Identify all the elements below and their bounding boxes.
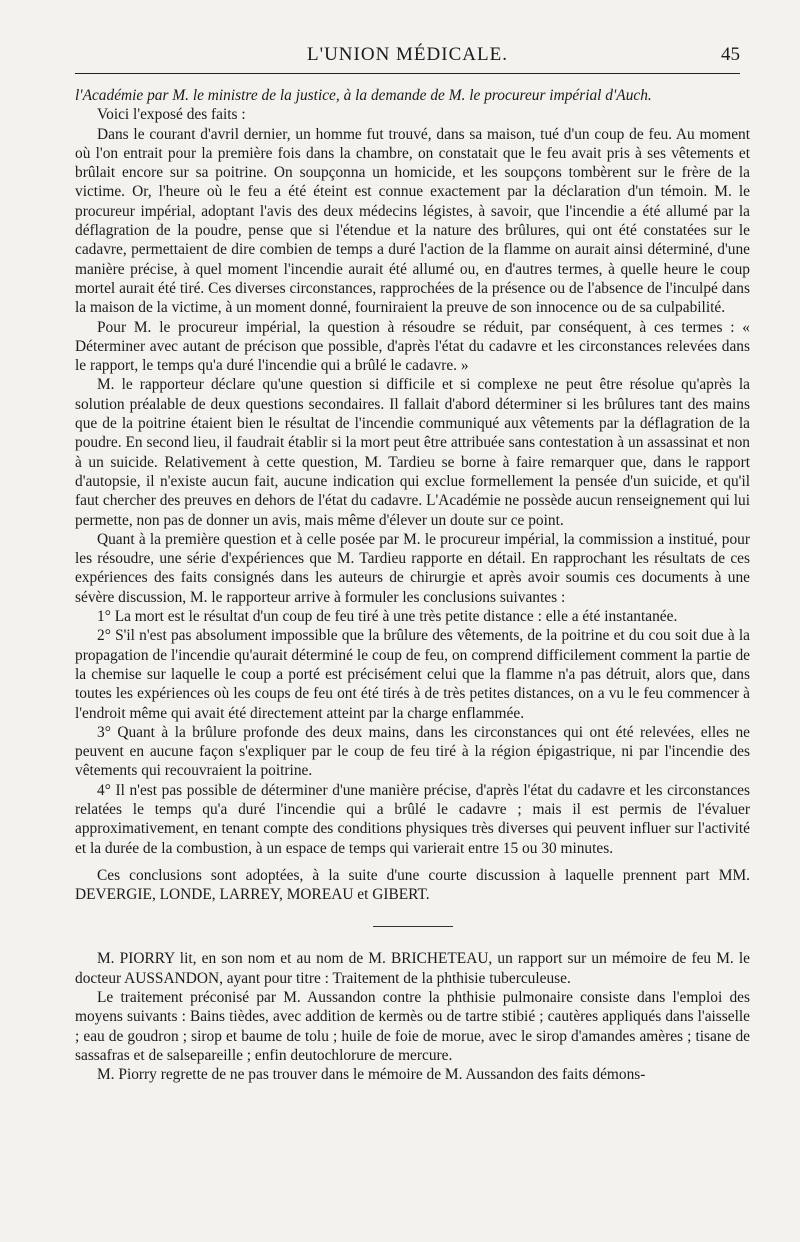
- paragraph: M. Piorry regrette de ne pas trouver dans le mémoire de M. Aussandon des faits démons-: [97, 1066, 646, 1084]
- paragraph: Pour M. le procureur impérial, la question à résoudre se réduit, par conséquent, à ces termes : « Déterminer avec autant de précison que possible, d'après l'état du cadavre et les circonstances relevées dans le rapport, le temps qu'a duré l'incendie qui a brûlé le cadavre. »: [75, 318, 750, 375]
- paragraph: Ces conclusions sont adoptées, à la suite d'une courte discussion à laquelle prennent part MM. DEVERGIE, LONDE, LARREY, MOREAU et GIBERT.: [75, 866, 750, 904]
- section-separator: [373, 926, 453, 927]
- paragraph-lead: l'Académie par M. le ministre de la justice, à la demande de M. le procureur impérial d'Auch.: [75, 87, 652, 104]
- paragraph: Voici l'exposé des faits :: [97, 106, 246, 124]
- conclusion-item: 2° S'il n'est pas absolument impossible que la brûlure des vêtements, de la poitrine et du cou soit due à la propagation de l'incendie qu'aurait déterminé le coup de feu, on comprend difficilement comment la partie de la chemise sur laquelle le coup a porté est précisément celui que la flamme n'a pas détruit, alors que, dans toutes les expériences où les coups de feu ont été tirés à de très petites distances, on a vu le feu commencer à l'endroit même qui avait été directement atteint par la charge enflammée.: [75, 627, 750, 722]
- paragraph: M. PIORRY lit, en son nom et au nom de M. BRICHETEAU, un rapport sur un mémoire de feu M. le docteur AUSSANDON, ayant pour titre : Traitement de la phthisie tuberculeuse.: [75, 950, 750, 987]
- conclusion-item: 1° La mort est le résultat d'un coup de feu tiré à une très petite distance : elle a été instantanée.: [97, 608, 678, 626]
- conclusion-item: 3° Quant à la brûlure profonde des deux mains, dans les circonstances qui ont été relevées, elles ne peuvent en aucune façon s'expliquer par le coup de feu tiré à la région épigastrique, ni par l'incendie des vêtements qui recouvraient la poitrine.: [75, 723, 750, 780]
- page-number: 45: [721, 44, 740, 65]
- running-title: L'UNION MÉDICALE.: [307, 44, 508, 65]
- conclusion-item: 4° Il n'est pas possible de déterminer d'une manière précise, d'après l'état du cadavre et les circonstances relatées le temps qu'a duré l'incendie qui a brûlé le cadavre ; mais il est permis de l'évaluer approximativement, en tenant compte des conditions physiques très diverses qui peuvent influer sur l'activité et la durée de la combustion, à un espace de temps qui varierait entre 15 ou 30 minutes.: [75, 781, 750, 857]
- paragraph: Quant à la première question et à celle posée par M. le procureur impérial, la commission a institué, pour les résoudre, une série d'expériences que M. Tardieu rapporte en détail. En rapprochant les résultats de ces expériences des faits consignés dans les auteurs de chirurgie et après avoir soumis ces documents à une sévère discussion, M. le rapporteur arrive à formuler les conclusions suivantes :: [75, 530, 750, 606]
- body-text: [75, 86, 750, 1085]
- header-rule: [75, 73, 740, 74]
- paragraph: Le traitement préconisé par M. Aussandon contre la phthisie pulmonaire consiste dans l'emploi des moyens suivants : Bains tièdes, avec addition de kermès ou de tartre stibié ; cautères appliqués dans l'aisselle ; eau de goudron ; sirop et baume de tolu ; huile de foie de morue, avec le sirop d'amandes amères ; tisane de sassafras et de salsepareille ; enfin deutochlorure de mercure.: [75, 989, 750, 1064]
- paragraph: M. le rapporteur déclare qu'une question si difficile et si complexe ne peut être résolue qu'après la solution préalable de deux questions secondaires. Il fallait d'abord déterminer si les brûlures tant des mains que de la poitrine étaient bien le résultat de l'incendie communiqué aux vêtements par la déflagration de la poudre. En second lieu, il faudrait établir si la mort peut être attribuée sans contestation à un assassinat et non à un suicide. Relativement à cette question, M. Tardieu se borne à faire remarquer que, dans le rapport d'autopsie, il n'existe aucun fait, aucune indication qui exclue formellement la pensée d'un suicide, et qu'il faut chercher des preuves en dehors de l'état du cadavre. L'Académie ne possède aucun renseignement qui lui permette, non pas de donner un avis, mais même d'élever un doute sur ce point.: [75, 376, 750, 529]
- paragraph: Dans le courant d'avril dernier, un homme fut trouvé, dans sa maison, tué d'un coup de feu. Au moment où l'on entrait pour la première fois dans la chambre, on constatait que le feu avait pris à ses vêtements et brûlait encore sur sa poitrine. On soupçonna un homicide, et les soupçons tombèrent sur le frère de la victime. Or, l'heure où le feu a été éteint est connue exactement par la déclaration d'un témoin. M. le procureur impérial, adoptant l'avis des deux médecins légistes, à savoir, que l'incendie a été allumé par la déflagration de la poudre, pense que si l'étendue et la nature des brûlures, qui ont été constatées sur le cadavre, permettaient de dire combien de temps a duré l'action de la flamme on aurait ainsi déterminé, d'une manière précise, à quel moment l'incendie aurait été allumé ou, en d'autres termes, à quelle heure le coup mortel aurait été tiré. Ces diverses circonstances, rapprochées de la présence ou de l'absence de l'inculpé dans la maison de la victime, à un moment donné, fourniraient la preuve de son innocence ou de sa culpabilité.: [75, 125, 750, 317]
- page-header: [75, 40, 740, 70]
